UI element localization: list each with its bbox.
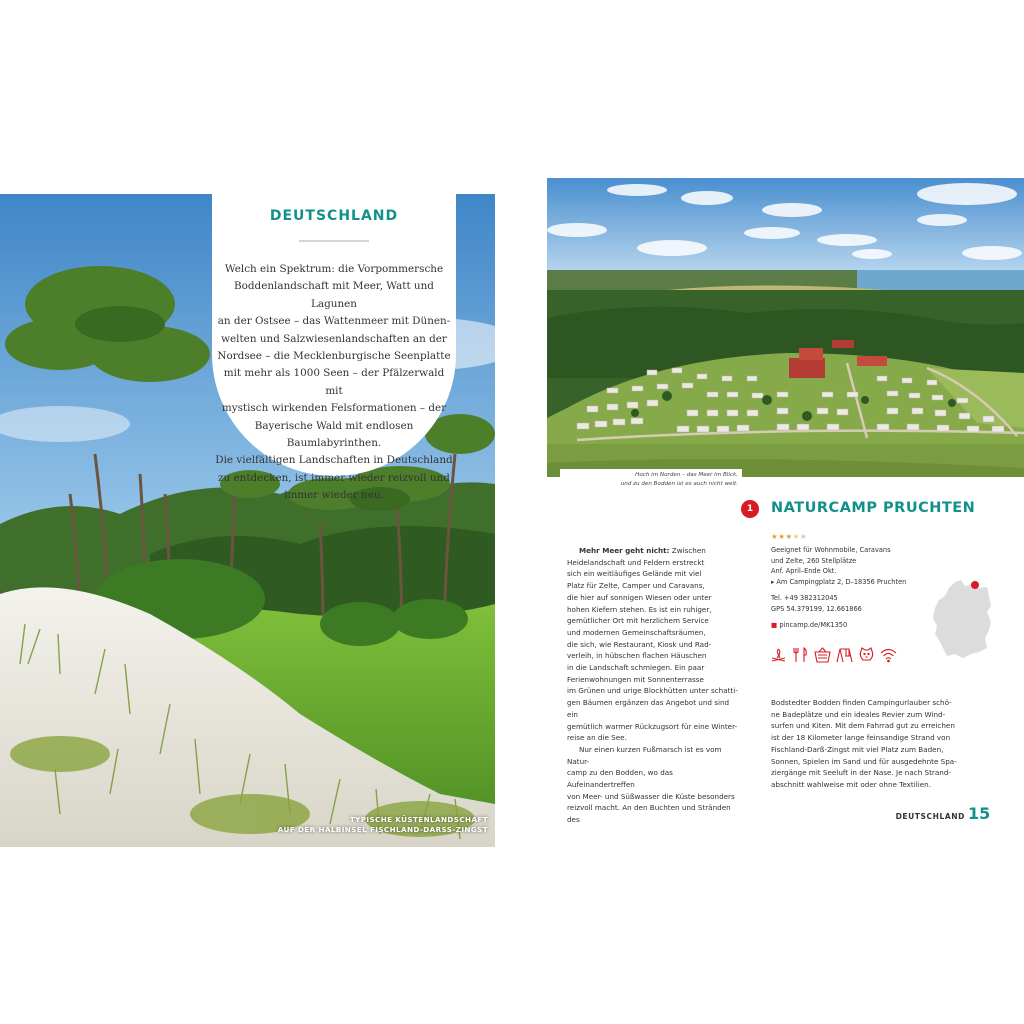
photo-caption	[560, 469, 742, 492]
location-marker	[971, 581, 979, 589]
germany-outline	[933, 580, 991, 658]
intro-line: Bayerische Wald mit endlosen Baumlabyrinthen.	[254, 419, 414, 450]
body-line: Platz für Zelte, Camper und Caravans,	[567, 581, 705, 591]
running-footer: DEUTSCHLAND	[895, 812, 965, 821]
page-number: 15	[968, 804, 991, 823]
body-line: ziergänge mit Seeluft in der Nase. Je nach Strand-	[771, 768, 951, 778]
gps-line: GPS 54.379199, 12.661866	[771, 604, 862, 613]
body-line: von Meer- und Süßwasser die Küste besonders	[567, 791, 735, 801]
body-line: Heidelandschaft und Feldern erstreckt	[567, 557, 705, 567]
caption-line: TYPISCHE KÜSTENLANDSCHAFT	[349, 815, 488, 824]
body-line: Nur einen kurzen Fußmarsch ist es vom Natur-	[567, 744, 722, 766]
campfire-icon	[769, 646, 788, 664]
star-rating	[771, 532, 807, 541]
body-line: verleih, in hübschen flachen Häuschen	[567, 651, 707, 661]
link-marker-icon: ■	[771, 621, 778, 629]
rating-star-icon: ★	[778, 532, 786, 541]
body-line: abschnitt wahlweise mit oder ohne Textilien.	[771, 779, 932, 789]
body-line: ne Badeplätze und ein ideales Revier zum Wind-	[771, 709, 946, 719]
location-arrow-icon: ▸	[771, 577, 775, 586]
body-line: gen Bäumen ergänzen das Angebot und sind ein	[567, 698, 730, 719]
wifi-icon	[879, 646, 898, 664]
body-line: im Grünen und urige Blockhütten unter schatti-	[567, 686, 738, 696]
body-line: die sich, wie Restaurant, Kiosk und Rad-	[567, 639, 712, 649]
intro-line: mit mehr als 1000 Seen – der Pfälzerwald mit	[223, 367, 445, 397]
body-line: reise an die See.	[567, 733, 627, 743]
body-line: Fischland-Darß-Zingst mit viel Platz zum Baden,	[771, 744, 944, 754]
rating-star-icon: ★	[771, 532, 779, 541]
camp-name-heading: NATURCAMP PRUCHTEN	[771, 500, 976, 516]
intro-line: Die vielfältigen Landschaften in Deutschland	[215, 454, 453, 467]
phone-line: Tel. +49 382312045	[771, 594, 838, 602]
intro-text	[215, 261, 453, 505]
camp-number-badge: 1	[741, 500, 759, 518]
body-line: ist der 18 Kilometer lange feinsandige Strand von	[771, 733, 951, 743]
body-line: camp zu den Bodden, wo das Aufeinandertreffen	[567, 768, 673, 790]
playground-icon	[835, 646, 854, 664]
link-line[interactable]	[771, 620, 931, 631]
body-line: Sonnen, Spielen im Sand und für ausgedehnte Spa-	[771, 756, 957, 766]
caption-line: Hoch im Norden – das Meer im Blick,	[635, 472, 738, 478]
camp-link[interactable]: pincamp.de/MK1350	[779, 621, 848, 629]
dog-icon	[857, 646, 876, 664]
body-line: und modernen Gemeinschaftsräumen,	[567, 627, 706, 637]
caption-line: AUF DER HALBINSEL FISCHLAND-DARSS-ZINGST	[277, 825, 488, 834]
intro-line: mystisch wirkenden Felsformationen – der	[221, 402, 447, 415]
info-line: Anf. April–Ende Okt.	[771, 567, 837, 575]
body-line: reizvoll macht. An den Buchten und Stränden des	[567, 803, 731, 825]
germany-locator-map	[929, 578, 995, 660]
body-line: Bodstedter Bodden finden Campingurlauber schö-	[771, 698, 952, 707]
body-line: hohen Kiefern stehen. Es ist ein ruhiger,	[567, 604, 712, 614]
address-text: Am Campingplatz 2, D–18356 Pruchten	[776, 577, 907, 586]
rating-star-icon: ★	[785, 532, 793, 541]
body-line: surfen und Kiten. Mit dem Fahrrad gut zu erreichen	[771, 721, 955, 731]
title-divider	[299, 240, 369, 242]
caption-line: und zu den Bodden ist es auch nicht weit.	[620, 481, 738, 487]
intro-line: an der Ostsee – das Wattenmeer mit Dünen-	[217, 315, 451, 328]
body-line: die hier auf sonnigen Wiesen oder unter	[567, 592, 712, 602]
body-column-left	[567, 545, 739, 826]
amenity-icons	[769, 646, 898, 664]
intro-line: welten und Salzwiesenlandschaften an der	[221, 332, 447, 345]
intro-line: Nordsee – die Mecklenburgische Seenplatte	[217, 350, 451, 363]
body-line: Ferienwohnungen mit Sonnenterrasse	[567, 674, 704, 684]
section-title: DEUTSCHLAND	[269, 208, 399, 224]
body-line: in die Landschaft schmiegen. Ein paar	[567, 663, 705, 673]
camp-info	[771, 545, 931, 631]
body-line: Mehr Meer geht nicht: Zwischen	[579, 546, 706, 555]
info-line: Geeignet für Wohnmobile, Caravans	[771, 546, 891, 554]
body-line: sich ein weitläufiges Gelände mit viel	[567, 569, 702, 579]
rating-star-icon: ★	[799, 532, 808, 541]
body-column-right	[771, 697, 971, 791]
photo-caption	[260, 815, 488, 835]
rating-star-icon: ★	[792, 532, 800, 541]
intro-line: Boddenlandschaft mit Meer, Watt und Lagunen	[234, 280, 434, 310]
info-line: und Zelte, 260 Stellplätze	[771, 556, 857, 565]
body-line: gemütlich warmer Rückzugsort für eine Winter-	[567, 721, 738, 731]
shop-icon	[813, 646, 832, 664]
restaurant-icon	[791, 646, 810, 664]
aerial-campsite-photo	[547, 178, 1024, 477]
intro-line: immer wieder neu.	[284, 489, 384, 502]
address-line	[771, 577, 931, 588]
lead-in: Mehr Meer geht nicht:	[579, 546, 670, 555]
intro-line: Welch ein Spektrum: die Vorpommersche	[224, 263, 444, 275]
body-line: gemütlicher Ort mit herzlichem Service	[567, 616, 709, 626]
intro-line: zu entdecken, ist immer wieder reizvoll und	[218, 471, 450, 484]
